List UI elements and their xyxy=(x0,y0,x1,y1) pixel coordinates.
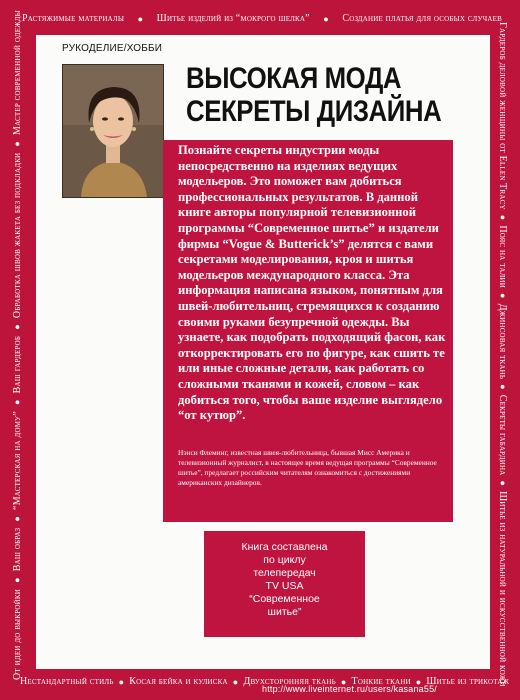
series-line: TV USA xyxy=(265,580,304,592)
series-text xyxy=(204,541,365,619)
host-portrait-photo xyxy=(62,64,164,198)
topic-item: Мастер современной одежды xyxy=(11,10,23,135)
topic-item: Секреты габардина xyxy=(497,394,509,476)
topic-item: Тонкие ткани xyxy=(351,676,411,687)
topic-item: Шитье из трикотаж xyxy=(426,676,510,687)
series-line: Книга составлена xyxy=(241,541,328,553)
bullet-icon: ● xyxy=(12,399,22,406)
bullet-icon: ● xyxy=(12,140,22,147)
series-line: телепередач xyxy=(253,567,316,579)
topic-item: Шитье из натуральной и искусственной кожи xyxy=(497,491,509,687)
topic-item: Ваш образ xyxy=(11,527,23,572)
description-text: Познайте секреты индустрии моды непосредственно на изделиях ведущих модельеров. Это поможет вам добиться профессиональных результатов. В данной книге авторы популярной телевизионной программы “Современное шитье” и издатели фирмы “Vogue & Butterick’s” делятся с вами секретами моделирования, кроя и шитья модельеров международного класса. Эта информация написана языком, понятным для швей-любительниц, стремящихся к созданию своими руками безупречной одежды. Вы узнаете, как подобрать подходящий фасон, как откорректировать его по фигуре, как сшить те или иные сложные детали, как работать со сложными тканями и кожей, словом – как добиться того, чтобы ваше изделие выглядело “от кутюр”. xyxy=(178,143,446,423)
watermark-url: http://www.liveinternet.ru/users/kasana55/ xyxy=(262,684,437,694)
topic-item: Джинсовая ткань xyxy=(497,303,509,380)
topic-item: Косая бейка и кулиска xyxy=(129,676,228,687)
bullet-icon: ● xyxy=(340,676,347,687)
topic-item: Шитье изделий из “мокрого шелка” xyxy=(156,13,310,24)
right-topics-strip xyxy=(496,22,510,687)
bullet-icon: ● xyxy=(498,214,508,221)
topic-item: Обработка швов жакета без подкладки xyxy=(11,152,23,319)
topic-item: От идеи до выкройки xyxy=(11,588,23,680)
series-line: шитье” xyxy=(267,606,302,618)
bullet-icon: ● xyxy=(498,384,508,390)
series-line: по циклу xyxy=(263,554,306,566)
portrait-illustration xyxy=(63,65,163,197)
title-line: СЕКРЕТЫ ДИЗАЙНА xyxy=(186,95,442,128)
bullet-icon: ● xyxy=(498,480,508,487)
topic-item: Пояс на талии xyxy=(497,225,509,289)
bullet-icon: ● xyxy=(323,13,329,24)
author-note: Нэнси Флеминг, известная швея-любительница, бывшая Мисс Америка и телевизионный журналист, в настоящее время ведущая программы “Современное шитье”, предлагает российским читателям ознакомиться с достижениями американских дизайнеров. xyxy=(178,448,437,487)
bullet-icon: ● xyxy=(12,324,22,330)
bullet-icon: ● xyxy=(415,676,422,687)
series-line: “Современное xyxy=(249,593,320,605)
topic-item: Растяжимые материалы xyxy=(22,13,125,24)
bullet-icon: ● xyxy=(232,676,239,687)
topic-item: “Мастерская на дому” xyxy=(11,411,23,510)
top-topics-strip xyxy=(22,13,502,24)
bullet-icon: ● xyxy=(498,293,508,299)
bullet-icon: ● xyxy=(12,515,22,522)
book-title xyxy=(186,62,441,128)
topic-item: Нестандартный стиль xyxy=(20,676,114,687)
topic-item: Ваш гардероб xyxy=(11,335,23,394)
left-topics-strip xyxy=(10,10,24,680)
topic-item: Двухсторонняя ткань xyxy=(243,676,336,687)
bullet-icon: ● xyxy=(118,676,125,687)
topic-item: Гардероб деловой женщины от Ellen Tracy xyxy=(497,22,509,210)
category-label: РУКОДЕЛИЕ/ХОББИ xyxy=(62,43,163,54)
topic-item: Создание платья для особых случаев xyxy=(342,13,502,24)
bullet-icon: ● xyxy=(137,13,144,24)
title-line: ВЫСОКАЯ МОДА xyxy=(186,62,402,95)
bullet-icon: ● xyxy=(12,577,22,583)
